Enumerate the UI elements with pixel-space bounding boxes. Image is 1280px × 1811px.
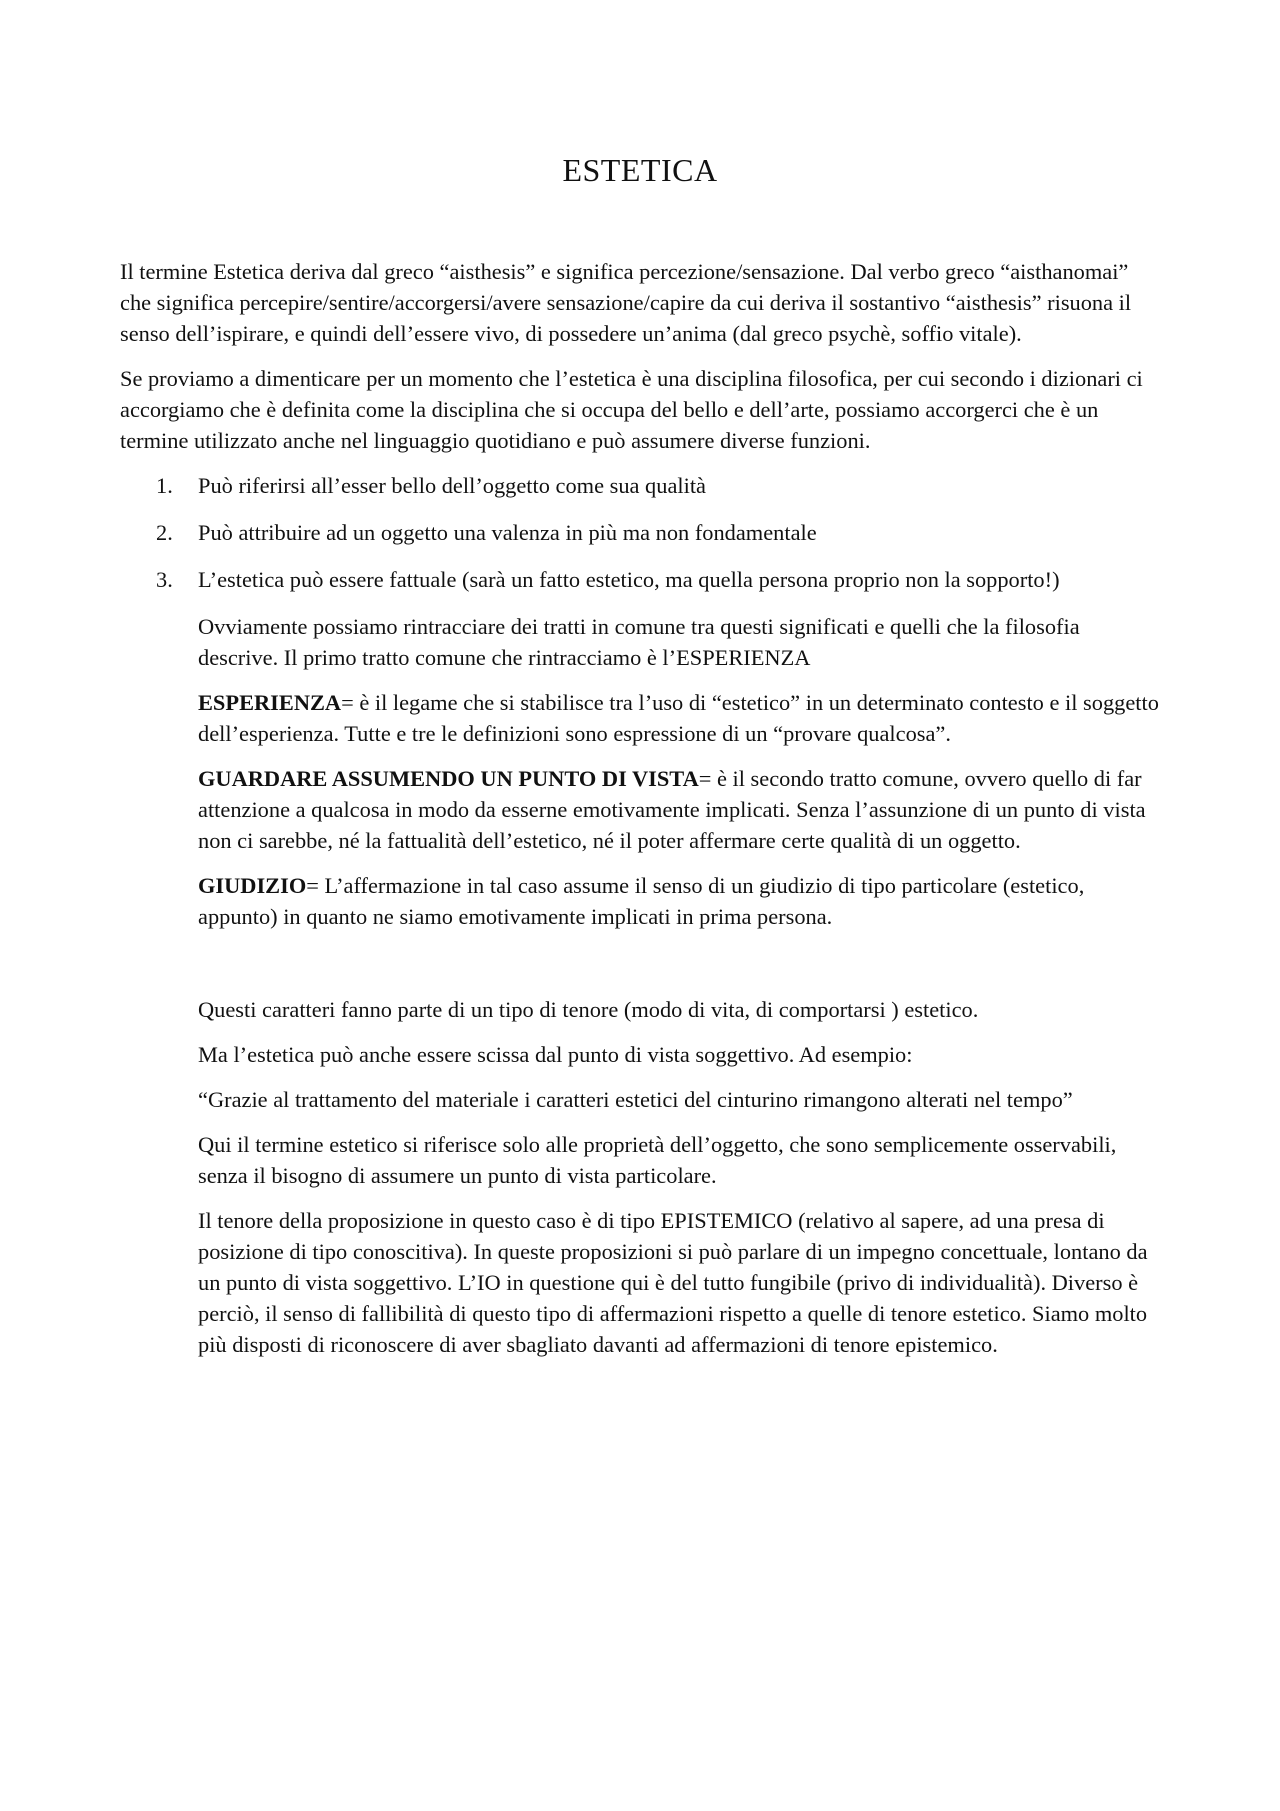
list-item-text: Può attribuire ad un oggetto una valenza in più ma non fondamentale [198,520,817,545]
list-item-number: 1. [156,473,173,498]
paragraph-example-quote: “Grazie al trattamento del materiale i caratteri estetici del cinturino rimangono alterati nel tempo” [198,1087,1073,1112]
list-item-number: 3. [156,567,173,592]
definition-guardare [198,763,1165,856]
paragraph-scissa: Ma l’estetica può anche essere scissa dal punto di vista soggettivo. Ad esempio: [198,1042,913,1067]
list-item [120,517,1165,548]
numbered-list [120,470,1165,595]
definition-term: GUARDARE ASSUMENDO UN PUNTO DI VISTA [198,766,699,791]
paragraph-epistemico: Il tenore della proposizione in questo caso è di tipo EPISTEMICO (relativo al sapere, ad una presa di posizione di tipo conoscitiva). In queste proposizioni si può parlare di un impegno concettuale, lontano da un punto di vista soggettivo. L’IO in questione qui è del tutto fungibile (privo di individualità). Diverso è perciò, il senso di fallibilità di questo tipo di affermazioni rispetto a quelle di tenore estetico. Siamo molto più disposti di riconoscere di aver sbagliato davanti ad affermazioni di tenore epistemico. [198,1208,1148,1357]
definition-text: = è il secondo tratto comune, ovvero quello di far attenzione a qualcosa in modo da esserne emotivamente implicati. Senza l’assunzione di un punto di vista non ci sarebbe, né la fattualità dell’estetico, né il poter affermare certe qualità di un oggetto. [198,766,1146,853]
definition-text: = è il legame che si stabilisce tra l’uso di “estetico” in un determinato contesto e il soggetto dell’esperienza. Tutte e tre le definizioni sono espressione di un “provare qualcosa”. [198,690,1159,746]
document-body [120,256,1165,1374]
paragraph-common-traits: Ovviamente possiamo rintracciare dei tratti in comune tra questi significati e quelli che la filosofia descrive. Il primo tratto comune che rintracciamo è l’ESPERIENZA [198,614,1080,670]
spacer [120,946,1165,994]
list-item-text: Può riferirsi all’esser bello dell’oggetto come sua qualità [198,473,706,498]
definition-esperienza [198,687,1165,749]
list-item [120,564,1165,595]
list-item-text: L’estetica può essere fattuale (sarà un fatto estetico, ma quella persona proprio non la sopporto!) [198,567,1060,592]
list-item [120,470,1165,501]
definition-text: = L’affermazione in tal caso assume il senso di un giudizio di tipo particolare (estetico, appunto) in quanto ne siamo emotivamente implicati in prima persona. [198,873,1085,929]
definition-term: ESPERIENZA [198,690,342,715]
definition-giudizio [198,870,1165,932]
paragraph-functions: Se proviamo a dimenticare per un momento che l’estetica è una disciplina filosofica, per cui secondo i dizionari ci accorgiamo che è definita come la disciplina che si occupa del bello e dell’arte, possiamo accorgerci che è un termine utilizzato anche nel linguaggio quotidiano e può assumere diverse funzioni. [120,366,1143,453]
paragraph-intro: Il termine Estetica deriva dal greco “aisthesis” e significa percezione/sensazione. Dal verbo greco “aisthanomai” che significa percepire/sentire/accorgersi/avere sensazione/capire da cui deriva il sostantivo “aisthesis” risuona il senso dell’ispirare, e quindi dell’essere vivo, di possedere un’anima (dal greco psychè, soffio vitale). [120,259,1132,346]
paragraph-tenore-estetico: Questi caratteri fanno parte di un tipo di tenore (modo di vita, di comportarsi ) estetico. [198,997,979,1022]
page-title: ESTETICA [562,152,718,188]
paragraph-proprieta: Qui il termine estetico si riferisce solo alle proprietà dell’oggetto, che sono semplicemente osservabili, senza il bisogno di assumere un punto di vista particolare. [198,1132,1117,1188]
list-item-number: 2. [156,520,173,545]
definition-term: GIUDIZIO [198,873,307,898]
